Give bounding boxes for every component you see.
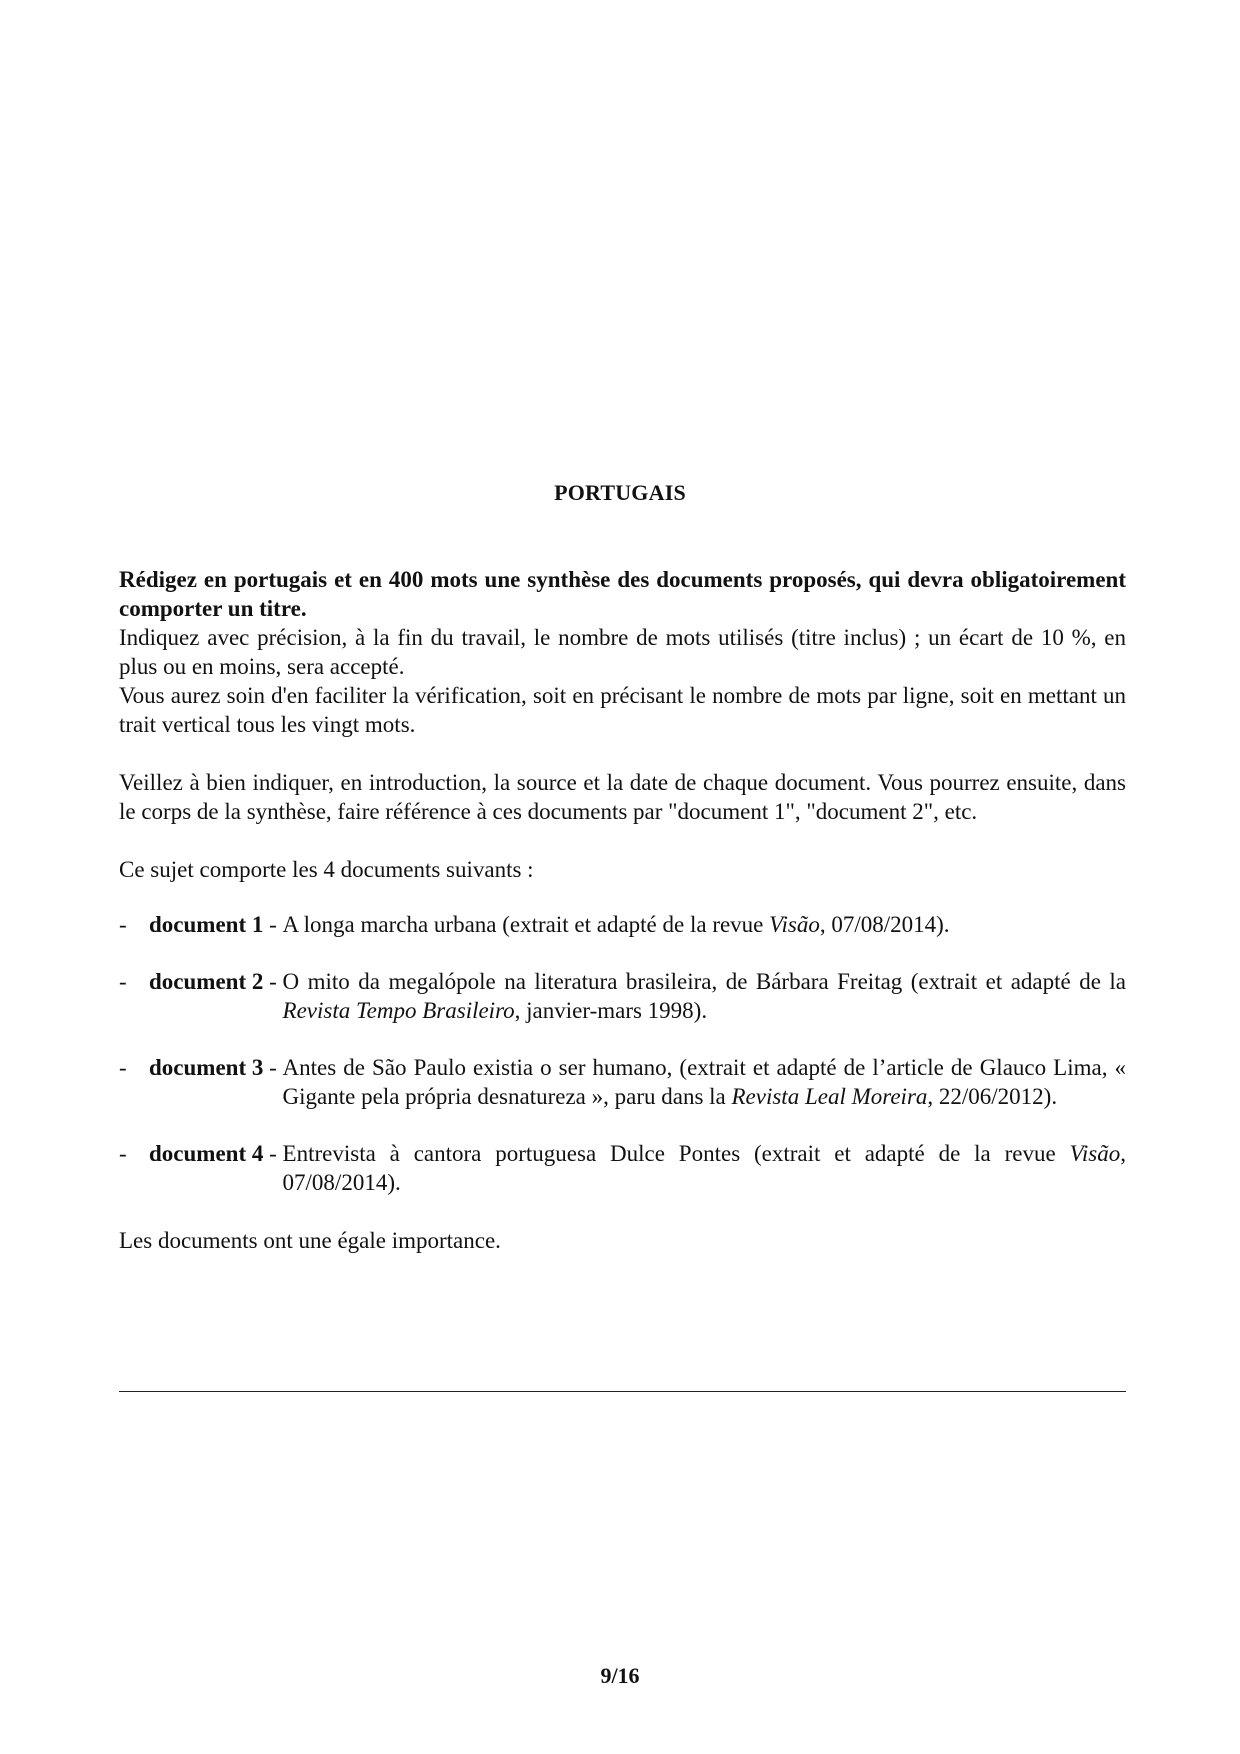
closing-note: Les documents ont une égale importance. — [119, 1228, 501, 1253]
horizontal-rule — [119, 1391, 1126, 1392]
list-dash: - — [119, 912, 127, 937]
documents-list-intro: Ce sujet comporte les 4 documents suivants : — [119, 857, 534, 882]
document-description: Entrevista à cantora portuguesa Dulce Pontes (extrait et adapté de la revue Visão, 07/08/2014). — [282, 1141, 1126, 1195]
document-label: document 3 — [149, 1055, 264, 1080]
page-title: PORTUGAIS — [554, 480, 686, 505]
document-description: A longa marcha urbana (extrait et adapté de la revue Visão, 07/08/2014). — [282, 912, 950, 937]
label-separator: - — [263, 1055, 283, 1080]
list-item — [119, 967, 1126, 1025]
page-number: 9/16 — [600, 1663, 640, 1688]
list-item — [119, 1139, 1126, 1197]
word-count-instruction: Indiquez avec précision, à la fin du travail, le nombre de mots utilisés (titre inclus) ; un écart de 10 %, en plus ou en moins, sera accepté. — [119, 625, 1126, 679]
label-separator: - — [263, 969, 283, 994]
sources-note: Veillez à bien indiquer, en introduction, la source et la date de chaque document. Vous pourrez ensuite, dans le corps de la synthèse, faire référence à ces documents par "document 1", "document 2", etc. — [119, 770, 1126, 824]
document-label: document 2 — [149, 969, 264, 994]
documents-list — [119, 910, 1126, 1197]
document-description: O mito da megalópole na literatura brasileira, de Bárbara Freitag (extrait et adapté de la Revista Tempo Brasileiro, janvier-mars 1998). — [282, 969, 1126, 1023]
verification-instruction: Vous aurez soin d'en faciliter la vérification, soit en précisant le nombre de mots par ligne, soit en mettant un trait vertical tous les vingt mots. — [119, 683, 1126, 737]
list-item — [119, 1053, 1126, 1111]
list-item — [119, 910, 1126, 939]
list-dash: - — [119, 969, 127, 994]
instructions-paragraph — [119, 565, 1126, 739]
instructions-bold-text: Rédigez en portugais et en 400 mots une synthèse des documents proposés, qui devra obligatoirement comporter un titre. — [119, 567, 1126, 621]
label-separator: - — [263, 912, 283, 937]
list-dash: - — [119, 1141, 127, 1166]
instructions-body — [119, 565, 1126, 1255]
document-label: document 4 — [149, 1141, 264, 1166]
document-label: document 1 — [149, 912, 264, 937]
label-separator: - — [263, 1141, 283, 1166]
document-description: Antes de São Paulo existia o ser humano, (extrait et adapté de l’article de Glauco Lima, « Gigante pela própria desnatureza », paru dans la Revista Leal Moreira, 22/06/2012). — [282, 1055, 1126, 1109]
list-dash: - — [119, 1055, 127, 1080]
